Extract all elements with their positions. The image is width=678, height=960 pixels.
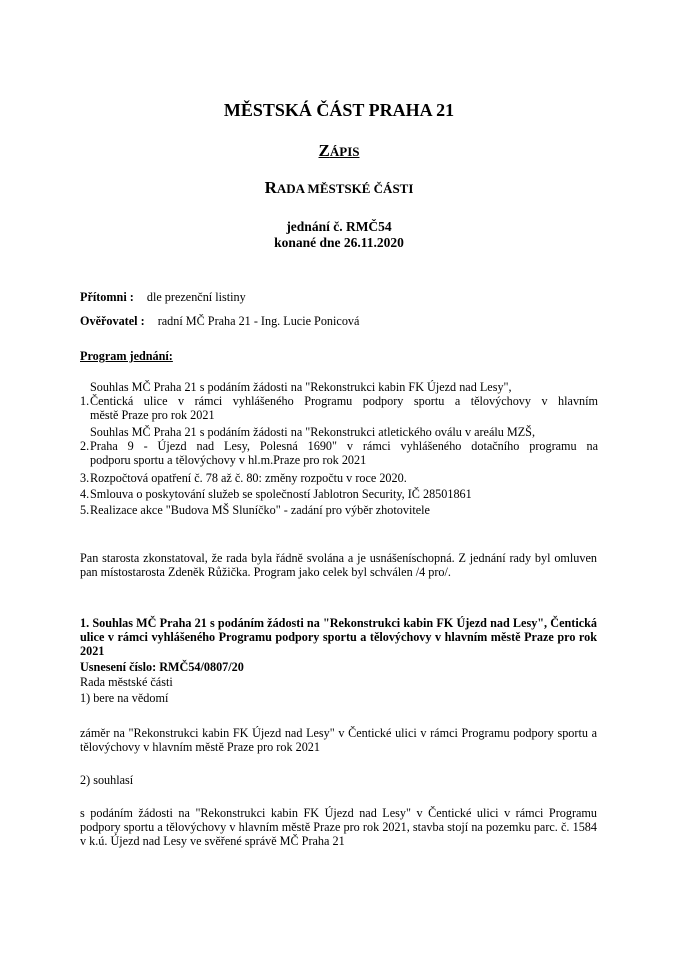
resolution-body: Rada městské části bbox=[80, 675, 173, 689]
resolution-point-label: 1) bere na vědomí bbox=[80, 691, 169, 705]
program-item-line: Souhlas MČ Praha 21 s podáním žádosti na "Rekonstrukci kabin FK Újezd nad Lesy", bbox=[90, 380, 512, 394]
program-item bbox=[80, 380, 598, 422]
verifier-label: Ověřovatel : bbox=[80, 314, 145, 328]
program-item-number: 5. bbox=[80, 503, 90, 517]
council-heading bbox=[0, 178, 678, 198]
council-initial: R bbox=[264, 178, 277, 197]
present-row bbox=[80, 290, 246, 304]
program-heading: Program jednání: bbox=[80, 349, 173, 363]
municipality-title: MĚSTSKÁ ČÁST PRAHA 21 bbox=[223, 100, 455, 120]
quorum-statement: Pan starosta zkonstatoval, že rada byla řádně svolána a je usnášeníschopná. Z jednání rady byl omluven pan místostarosta Zdeněk Růžička. Program jako celek byl schválen /4 pro/. bbox=[80, 551, 597, 580]
resolution-point-text: s podáním žádosti na "Rekonstrukci kabin FK Újezd nad Lesy" v Čentické ulici v rámci Programu podpory sportu a tělovýchovy v hlavním městě Praze pro rok 2021, stavba stojí na pozemku parc. č. 1584 v k.ú. Újezd nad Lesy ve svěřené správě MČ Praha 21 bbox=[80, 806, 597, 849]
program-item-line: Smlouva o poskytování služeb se společností Jablotron Security, IČ 28501861 bbox=[90, 487, 472, 501]
program-item-line: Realizace akce "Budova MŠ Sluníčko" - zadání pro výběr zhotovitele bbox=[90, 503, 430, 517]
meeting-number: jednání č. RMČ54 bbox=[286, 219, 392, 234]
program-item-number: 4. bbox=[80, 487, 90, 501]
program-item-number: 3. bbox=[80, 471, 90, 485]
verifier-row bbox=[80, 314, 359, 328]
program-item-line: Praha 9 - Újezd nad Lesy, Polesná 1690" v rámci vyhlášeného dotačního programu na bbox=[90, 439, 598, 453]
meeting-date: konané dne 26.11.2020 bbox=[274, 235, 404, 250]
program-item-number: 1. bbox=[80, 394, 90, 408]
present-label: Přítomni : bbox=[80, 290, 134, 304]
verifier-value: radní MČ Praha 21 - Ing. Lucie Ponicová bbox=[157, 314, 360, 328]
doc-type-initial: Z bbox=[318, 141, 330, 160]
program-item-line: Čentická ulice v rámci vyhlášeného Programu podpory sportu a tělovýchovy v hlavním bbox=[90, 394, 598, 408]
doc-type-rest: ÁPIS bbox=[329, 144, 360, 159]
document-type-heading bbox=[0, 141, 678, 161]
program-item bbox=[80, 503, 598, 517]
council-rest: ADA MĚSTSKÉ ČÁSTI bbox=[276, 181, 414, 196]
program-item-line: městě Praze pro rok 2021 bbox=[90, 408, 215, 422]
program-item bbox=[80, 487, 598, 501]
program-item-line: Rozpočtová opatření č. 78 až č. 80: změny rozpočtu v roce 2020. bbox=[90, 471, 407, 485]
resolution-heading: 1. Souhlas MČ Praha 21 s podáním žádosti na "Rekonstrukci kabin FK Újezd nad Lesy", Čentická ulice v rámci vyhlášeného Programu podpory sportu a tělovýchovy v hlavním městě Praze pro rok 2021 bbox=[80, 616, 597, 659]
resolution-point-text: záměr na "Rekonstrukci kabin FK Újezd nad Lesy" v Čentické ulici v rámci Programu podpory sportu a tělovýchovy v hlavním městě Praze pro rok 2021 bbox=[80, 726, 597, 755]
resolution-number: Usnesení číslo: RMČ54/0807/20 bbox=[80, 660, 244, 674]
program-item-line: Souhlas MČ Praha 21 s podáním žádosti na "Rekonstrukci atletického oválu v areálu MZŠ, bbox=[90, 425, 535, 439]
program-item bbox=[80, 471, 598, 485]
program-item-number: 2. bbox=[80, 439, 90, 453]
program-item-line: podporu sportu a tělovýchovy v hl.m.Praze pro rok 2021 bbox=[90, 453, 367, 467]
present-value: dle prezenční listiny bbox=[146, 290, 246, 304]
resolution-point-label: 2) souhlasí bbox=[80, 773, 134, 787]
program-item bbox=[80, 425, 598, 467]
